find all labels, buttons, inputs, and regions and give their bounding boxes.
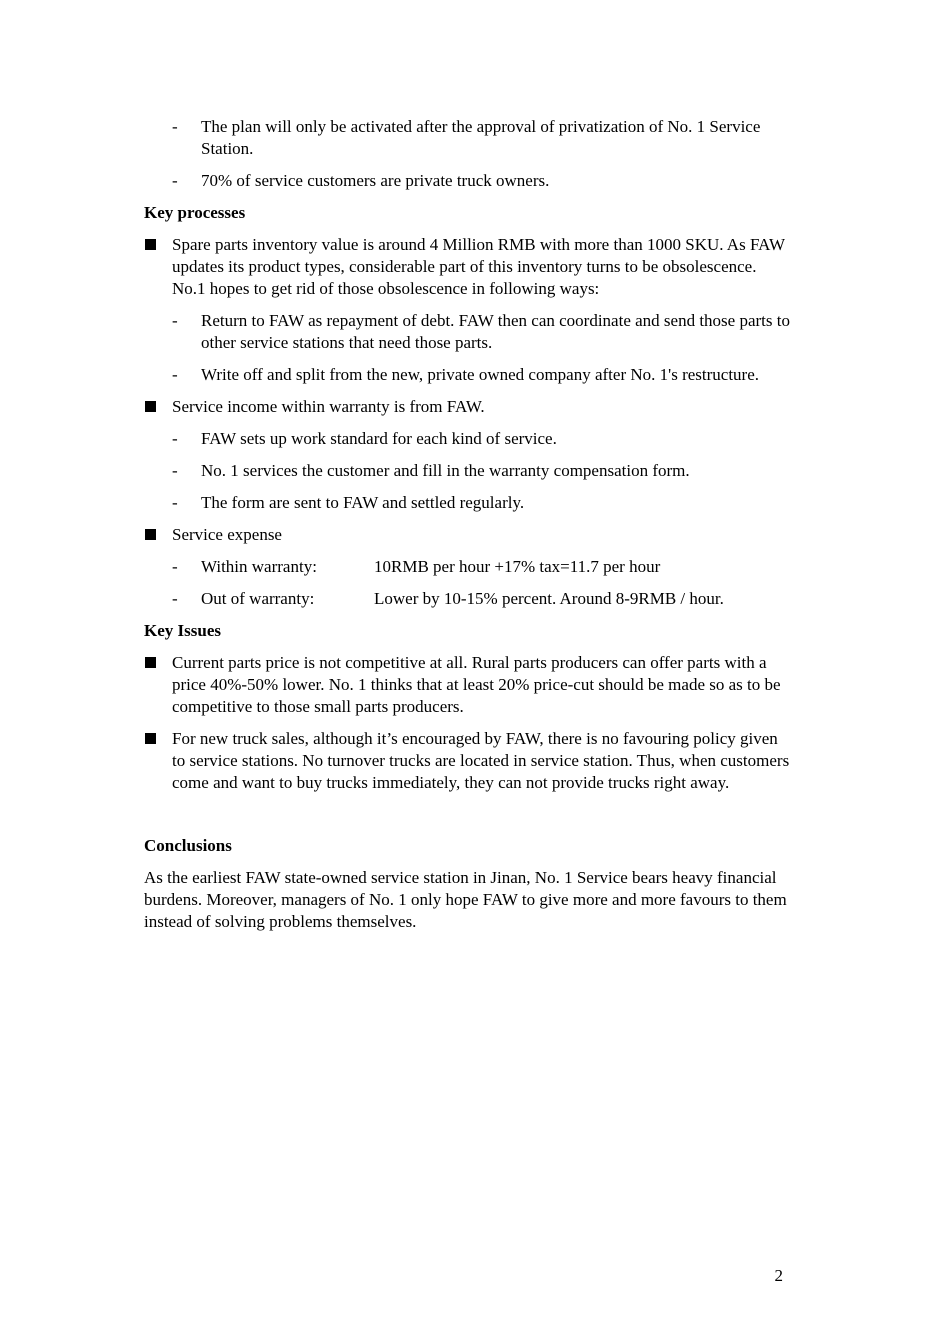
- key-processes-heading: Key processes: [144, 203, 246, 222]
- square-bullet-icon: [145, 529, 156, 540]
- service-expense-bullet: [144, 524, 794, 546]
- within-warranty-label: Within warranty:: [201, 557, 317, 576]
- sub-item-text: The form are sent to FAW and settled regularly.: [201, 493, 525, 512]
- sub-item-text: Return to FAW as repayment of debt. FAW then can coordinate and send those parts to other service stations that need those parts.: [201, 311, 790, 352]
- dash-bullet-icon: -: [172, 493, 178, 512]
- spare-parts-bullet: [144, 234, 794, 300]
- dash-bullet-icon: -: [172, 171, 178, 190]
- square-bullet-icon: [145, 401, 156, 412]
- spare-parts-sub-item: [144, 364, 794, 386]
- square-bullet-icon: [145, 657, 156, 668]
- service-income-sub-item: [144, 492, 794, 514]
- key-issues-heading: Key Issues: [144, 621, 221, 640]
- dash-bullet-icon: -: [172, 461, 178, 480]
- dash-bullet-icon: -: [172, 589, 178, 608]
- conclusions-heading: Conclusions: [144, 836, 232, 855]
- bullet-text: Service income within warranty is from FAW.: [172, 397, 485, 416]
- sub-item-text: No. 1 services the customer and fill in the warranty compensation form.: [201, 461, 690, 480]
- service-income-sub-item: [144, 428, 794, 450]
- page-number: 2: [774, 1266, 783, 1285]
- key-issue-bullet: [144, 728, 794, 794]
- service-income-bullet: [144, 396, 794, 418]
- sub-item-text: Write off and split from the new, private owned company after No. 1's restructure.: [201, 365, 760, 384]
- intro-item: [144, 116, 794, 160]
- service-income-sub-item: [144, 460, 794, 482]
- intro-item-text: 70% of service customers are private truck owners.: [201, 171, 550, 190]
- out-of-warranty-value: Lower by 10-15% percent. Around 8-9RMB / hour.: [374, 589, 724, 608]
- square-bullet-icon: [145, 733, 156, 744]
- intro-item: [144, 170, 794, 192]
- out-of-warranty-row: [144, 588, 794, 610]
- bullet-text: Spare parts inventory value is around 4 Million RMB with more than 1000 SKU. As FAW updates its product types, considerable part of this inventory turns to be obsolescence. No.1 hopes to get rid of those obsolescence in following ways:: [172, 235, 785, 298]
- intro-item-text: The plan will only be activated after the approval of privatization of No. 1 Service Station.: [201, 117, 761, 158]
- page-content: [144, 116, 794, 943]
- dash-bullet-icon: -: [172, 557, 178, 576]
- within-warranty-row: [144, 556, 794, 578]
- dash-bullet-icon: -: [172, 429, 178, 448]
- bullet-text: Service expense: [172, 525, 282, 544]
- dash-bullet-icon: -: [172, 117, 178, 136]
- square-bullet-icon: [145, 239, 156, 250]
- spare-parts-sub-item: [144, 310, 794, 354]
- bullet-text: For new truck sales, although it’s encouraged by FAW, there is no favouring policy given to service stations. No turnover trucks are located in service station. Thus, when customers come and want to buy trucks immediately, they can not provide trucks right away.: [172, 729, 790, 792]
- bullet-text: Current parts price is not competitive at all. Rural parts producers can offer parts with a price 40%-50% lower. No. 1 thinks that at least 20% price-cut should be made so as to be competitive to those small parts producers.: [172, 653, 781, 716]
- sub-item-text: FAW sets up work standard for each kind of service.: [201, 429, 557, 448]
- dash-bullet-icon: -: [172, 311, 178, 330]
- dash-bullet-icon: -: [172, 365, 178, 384]
- key-issue-bullet: [144, 652, 794, 718]
- conclusions-text: As the earliest FAW state-owned service station in Jinan, No. 1 Service bears heavy financial burdens. Moreover, managers of No. 1 only hope FAW to give more and more favours to them instead of solving problems themselves.: [144, 868, 787, 931]
- within-warranty-value: 10RMB per hour +17% tax=11.7 per hour: [374, 557, 661, 576]
- out-of-warranty-label: Out of warranty:: [201, 589, 315, 608]
